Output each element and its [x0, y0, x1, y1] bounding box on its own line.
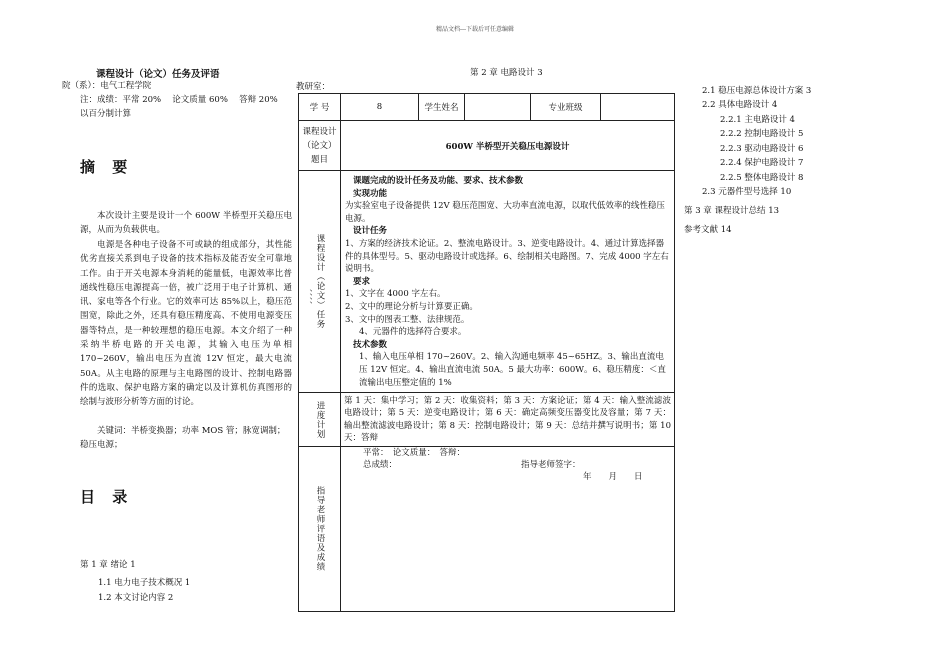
topic-value: 600W 半桥型开关稳压电源设计 — [341, 121, 675, 171]
assignment-table — [298, 93, 675, 612]
comment-label-cell — [299, 446, 341, 611]
right-toc-item: 2.2 具体电路设计 4 — [702, 100, 778, 110]
tech-params-text: 1、输入电压单相 170~260V。2、输入沟通电频率 45~65HZ。3、输出直流电压 12V 恒定。4、输出直流电流 50A。5 最大功率：600W。6、稳压精度：＜直流输出电压整定值的 1% — [359, 352, 666, 388]
student-id-label: 学 号 — [299, 94, 341, 121]
toc-item: 第 1 章 绪论 1 — [80, 560, 136, 570]
page-header-chapter: 第 2 章 电路设计 3 — [470, 68, 543, 78]
schedule-label-cell — [299, 393, 341, 447]
student-name-value — [465, 94, 531, 121]
comment-cell — [341, 446, 675, 611]
student-id-value: 8 — [341, 94, 419, 121]
schedule-label: 进度计划 — [315, 400, 325, 439]
right-toc-item: 2.2.1 主电路设计 4 — [720, 115, 795, 125]
design-task-text: 1、方案的经济技术论证。2、整流电路设计。3、逆变电路设计。4、通过计算选择器件的具体型号。5、驱动电路设计或选择。6、绘制相关电路图。7、完成 4000 字左右说明书。 — [345, 238, 669, 275]
requirement-item: 2、文中的理论分析与计算要正确。 — [345, 301, 478, 312]
right-toc-item: 2.2.3 驱动电路设计 6 — [720, 144, 804, 154]
assignment-title: 课程设计（论文）任务及评语 — [96, 69, 220, 80]
schedule-text: 第 1 天：集中学习；第 2 天：收集资料；第 3 天：方案论证；第 4 天：输入整流滤波电路设计；第 5 天：逆变电路设计；第 6 天：确定高频变压器变比及容量；第 7 天：输出整流滤波电路设计；第 8 天：控制电路设计；第 9 天：总结并撰写说明书；第 10 天：答辩 — [341, 393, 675, 447]
right-toc-item: 2.2.5 整体电路设计 8 — [720, 173, 804, 183]
toc-item: 1.2 本文讨论内容 2 — [98, 593, 174, 603]
topic-label: 课程设计（论文）题目 — [299, 121, 341, 171]
toc-heading: 目 录 — [80, 488, 134, 506]
right-toc-item: 第 3 章 课程设计总结 13 — [684, 206, 780, 216]
tech-params-title: 技术参数 — [353, 339, 388, 350]
requirement-item: 3、文中的图表工整、法律规范。 — [345, 314, 470, 325]
right-toc-item: 2.2.4 保护电路设计 7 — [720, 158, 804, 168]
comment-label: 指导老师评语及成绩 — [315, 486, 325, 572]
comment-date: 年 月 日 — [583, 471, 643, 482]
toc-item: 1.1 电力电子技术概况 1 — [98, 578, 191, 588]
major-class-label: 专业班级 — [531, 94, 601, 121]
major-class-value — [601, 94, 675, 121]
abstract-paragraph-1: 本次设计主要是设计一个 600W 半桥型开关稳压电源，从而为负载供电。 — [80, 211, 292, 236]
requirement-item: 1、文字在 4000 字左右。 — [345, 289, 446, 300]
right-toc-item: 2.2.2 控制电路设计 5 — [720, 129, 804, 139]
task-label-dots: 、、、、 — [304, 289, 313, 309]
right-toc-item: 2.1 稳压电源总体设计方案 3 — [702, 86, 812, 96]
student-name-label: 学生姓名 — [419, 94, 465, 121]
abstract-paragraph-2: 电源是各种电子设备不可或缺的组成部分，其性能优劣直接关系到电子设备的技术指标及能否安全可靠地工作。由于开关电源本身消耗的能量低，电源效率比普通线性稳压电源提高一倍，被广泛用于电子计算机、通讯、家电等各个行业。它的效率可达 85%以上，稳压范围宽，除此之外，还具有稳压精度高、不使用电源变压器等特点，是一种较理想的稳压电源。本文介绍了一种采纳半桥电路的开关电源，其输入电压为单相 170~260V，输出电压为直流 12V 恒定，最大电流 50A。从主电路的原理与主电路图的设计、控制电路器件的选取、保护电路方案的确定以及计算机仿真图形的绘制与波形分析等方面的讨论。 — [80, 240, 292, 408]
function-text: 为实验室电子设备提供 12V 稳压范围宽、大功率直流电源，以取代低效率的线性稳压电源。 — [345, 201, 665, 224]
right-toc-item: 参考文献 14 — [684, 225, 732, 235]
task-label-cell — [299, 171, 341, 393]
function-title: 实现功能 — [353, 188, 388, 199]
right-toc-item: 2.3 元器件型号选择 10 — [702, 187, 792, 197]
requirement-item: 4、元器件的选择符合要求。 — [359, 327, 467, 338]
header-note: 精品文档---下载后可任意编辑 — [435, 26, 515, 33]
comment-signature: 指导老师签字： — [521, 459, 581, 470]
task-title: 课题完成的设计任务及功能、要求、技术参数 — [353, 176, 524, 186]
keywords: 关键词：半桥变换器；功率 MOS 管；脉宽调制；稳压电源； — [80, 426, 286, 451]
grading-note: 注：成绩：平常 20% 论文质量 60% 答辩 20% — [80, 95, 278, 105]
design-task-title: 设计任务 — [353, 226, 388, 237]
comment-scores: 平常： 论文质量： 答辩： — [363, 447, 466, 458]
teaching-office-label: 教研室： — [296, 82, 331, 92]
grading-note-2: 以百分制计算 — [80, 109, 132, 119]
task-content — [341, 171, 675, 393]
comment-total: 总成绩： — [363, 459, 398, 470]
abstract-heading: 摘 要 — [80, 158, 134, 176]
task-label: 课程设计（论文）任务 — [315, 234, 325, 330]
requirements-title: 要求 — [353, 276, 371, 287]
department-line: 院（系）：电气工程学院 — [62, 81, 152, 91]
